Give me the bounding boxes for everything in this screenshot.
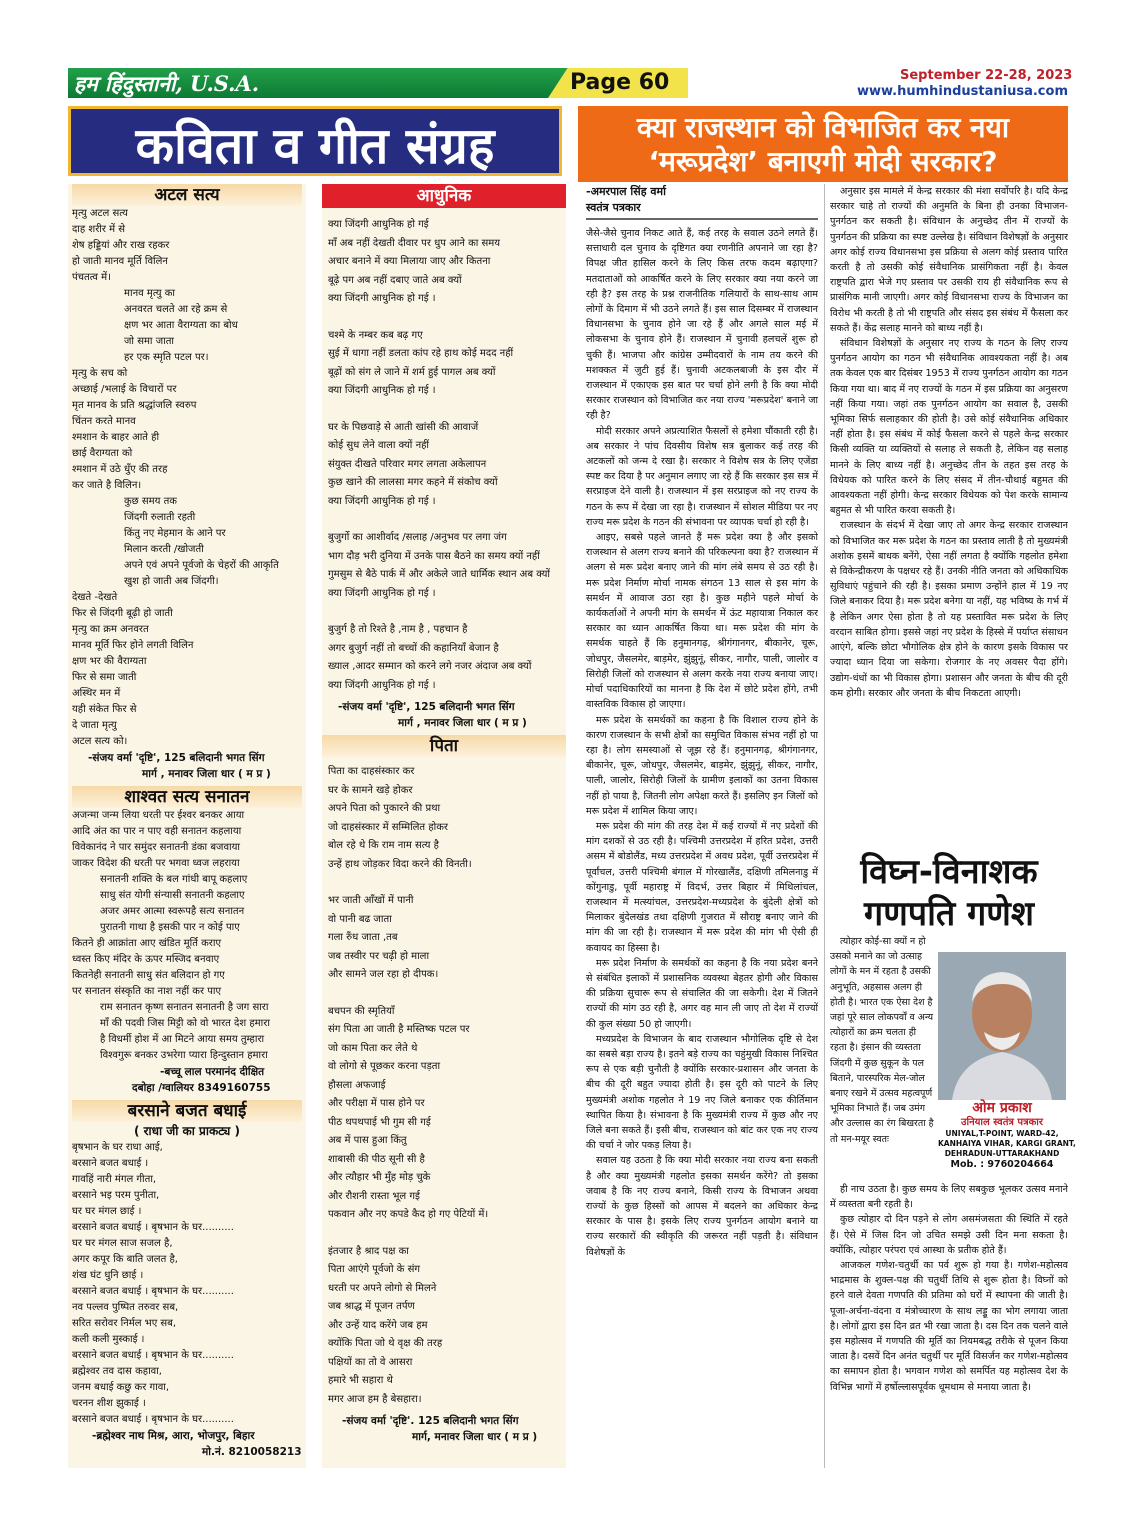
poem-shashwat-body <box>72 808 302 1064</box>
poem-line: पर सनातन संस्कृति का नाश नहीं कर पाए <box>72 986 222 997</box>
poem-line: अटल सत्य को। <box>72 736 128 747</box>
poem-line: क्षण भर की वैराग्यता <box>72 656 147 667</box>
poem-line: जब तस्वीर पर चढ़ी हो माला <box>328 950 430 962</box>
poem-line: अगर कपूर कि बाति जलत है, <box>72 1254 178 1265</box>
poem-pita-body <box>328 763 560 1409</box>
poem-line: गावहिं नारी मंगल गीता, <box>72 1174 157 1185</box>
author-role: उनियाल स्वतंत्र पत्रकार <box>961 1117 1043 1128</box>
poem-shashwat-signature-2: दबोहा /ग्वालियर 8349160755 <box>132 1082 271 1094</box>
poem-line: गला रुँध जाता ,तब <box>328 932 398 943</box>
poem-line: देखते -देखते <box>72 592 118 603</box>
poem-line: क्षण भर आता वैराग्यता का बोध <box>124 320 238 331</box>
poem-line: फिर से समा जाती <box>72 672 137 683</box>
poem-barsane-body <box>72 1140 302 1428</box>
poem-line: मगर आज हम है बेसहारा। <box>328 1393 422 1405</box>
poem-line: क्या जिंदगी आधुनिक हो गई । <box>328 587 436 599</box>
poem-line: और रौशनी रास्ता भूल गई <box>328 1190 420 1202</box>
article-column-2 <box>830 184 1068 848</box>
article-paragraph: मरू प्रदेश की मांग की तरह देश में कई राज्यों में नए प्रदेशों की मांग दशकों से उठ रही है। पश्चिमी उत्तरप्रदेश में हरित प्रदेश, उत्तरी असम में बोडोलैंड, मध्य उत्तरप्रदेश में अवध प्रदेश, पूर्वी उत्तरप्रदेश में पूर्वांचल, उत्तरी पश्चिमी बंगाल में गोरखालैंड, दक्षिणी तमिलनाडु में कोंगुनाडु, पूर्वी महाराष्ट्र में विदर्भ, उत्तर बिहार में मिथिलांचल, राजस्थान में मत्स्यांचल, उत्तरप्रदेश-मध्यप्रदेश के बुंदेली क्षेत्रों को मिलाकर बुंदेलखंड तथा दक्षिणी गुजरात में सौराष्ट्र बनाए जाने की मांग की जा रही है। राजस्थान में मरू प्रदेश की मांग भी ऐसी ही कवायद का हिस्सा है। <box>586 820 818 954</box>
poem-line: कोई सुध लेने वाला क्यों नहीं <box>328 440 430 451</box>
poem-pita-signature-2: मार्ग, मनावर जिला धार ( म प्र ) <box>412 1431 538 1443</box>
ganesh-lead-text <box>830 934 934 1147</box>
poem-line: मानव मूर्ति फिर होने लगती विलिन <box>72 640 194 651</box>
poem-line: दाह शरीर में से <box>72 224 126 235</box>
poem-line: कुछ खाने की लालसा मगर कहने में संकोच क्यों <box>328 477 498 488</box>
poem-line <box>328 874 560 892</box>
poem-line: जाकर विदेश की धरती पर भगवा ध्वज लहराया <box>72 858 240 869</box>
poem-line: बृषभान के घर राधा आई, <box>72 1142 163 1153</box>
poem-line: माँ अब नहीं देखती दीवार पर धुप आने का समय <box>328 237 501 249</box>
poem-line: भाग दौड़ भरी दुनिया में उनके पास बैठने का समय क्यों नहीं <box>328 550 540 562</box>
poem-line: फिर से जिंदगी बूढ़ी हो जाती <box>72 608 173 619</box>
poem-line: गुमसुम से बैठे पार्क में और अकेले जाते धार्मिक स्थान अब क्यों <box>328 569 550 580</box>
poem-line: मिलान करती /खोजती <box>124 544 204 555</box>
poem-line: बरसाने बजत बधाई । बृषभान के घर.......... <box>72 1222 234 1233</box>
poem-line: पीठ थपथपाई भी गुम सी गई <box>328 1116 431 1128</box>
poem-shashwat-signature: -बच्चू लाल परमानंद दीक्षित <box>160 1066 265 1078</box>
poem-column-2 <box>322 184 566 1468</box>
poem-line <box>328 511 560 529</box>
poem-line: अचार बनाने में क्या मिलाया जाए और कितना <box>328 256 491 267</box>
poem-line: उन्हें हाथ जोड़कर विदा करने की विनती। <box>328 858 472 870</box>
poem-line: बरसाने बजत बधाई । <box>72 1158 149 1169</box>
poem-line: बूढ़े पग अब नहीं दबाए जाते अब क्यों <box>328 274 462 286</box>
poem-line: है विधर्मी होश में आ मिटने आया समय तुम्हारा <box>100 1034 265 1045</box>
article-paragraph: संविधान विशेषज्ञों के अनुसार नए राज्य के गठन के लिए राज्य पुनर्गठन आयोग का गठन भी संवैधानिक आवश्यकता नहीं है। अब तक केवल एक बार दिसंबर 1953 में राज्य पुनर्गठन आयोग का गठन किया गया था। बाद में नए राज्यों के गठन में इस प्रक्रिया का अनुसरण नहीं किया गया। जहां तक पुनर्गठन आयोग का सवाल है, उसकी भूमिका सिर्फ सलाहकार की होती है। उसे कोई संवैधानिक अधिकार नहीं होता है। इस संबंध में कोई फैसला करने से पहले केन्द्र सरकार किसी व्यक्ति या व्यक्तियों से सलाह ले सकती है, लेकिन वह सलाह मानने के लिए बाध्य नहीं है। अनुच्छेद तीन के तहत इस तरह के विधेयक को पारित करने के लिए संसद में तीन-चौथाई बहुमत की आवश्यकता नहीं होगी। केन्द्र सरकार विधेयक को पेश करके सामान्य बहुमत से भी पारित करवा सकती है। <box>830 338 1068 517</box>
poem-line: मृत मानव के प्रति श्रद्धांजलि स्वरुप <box>72 400 197 411</box>
poem-line: बरसाने बजत बधाई । बृषभान के घर.......... <box>72 1286 234 1297</box>
poem-line: और उन्हें याद करेंगे जब हम <box>328 1319 428 1331</box>
author-portrait-icon <box>938 952 1066 1100</box>
poem-line: दे जाता मृत्यु <box>72 720 117 731</box>
poem-line: हो जाती मानव मूर्ति विलिन <box>72 256 168 267</box>
poem-line: हौसला अफजाई <box>328 1079 386 1091</box>
poem-title-pita: पिता <box>322 735 566 757</box>
poem-line: बूढ़ों को संग ले जाने में शर्म हुई पागल अब क्यों <box>328 366 496 378</box>
poem-line: अगर बुजुर्ग नहीं तो बच्चों की कहानियाँ बेजान है <box>328 642 499 654</box>
poem-line: किंतु नए मेहमान के आने पर <box>124 528 226 539</box>
column-divider <box>824 184 825 1468</box>
poem-line: चिंतन करते मानव <box>72 416 136 427</box>
issue-date: September 22-28, 2023 <box>900 68 1073 83</box>
poem-line: बरसाने बजत बधाई । बृषभान के घर.......... <box>72 1414 234 1425</box>
poem-line: वो लोगो से पूछकर करना पड़ता <box>328 1061 441 1072</box>
poem-line: राम सनातन कृष्ण सनातन सनातनी है जग सारा <box>100 1002 269 1013</box>
article-paragraph: कुछ त्योहार दो दिन पड़ने से लोग असमंजसता की स्थिति में रहते हैं। ऐसे में जिस दिन जो उचित समझे उसी दिन मना सकता है। क्योंकि, त्योहार परंपरा एवं आस्था के प्रतीक होते हैं। <box>830 1214 1068 1256</box>
author-name: ओम प्रकाश <box>972 1100 1032 1116</box>
poem-line: इंतजार है श्राद पक्ष का <box>328 1245 409 1257</box>
poem-line <box>328 603 560 621</box>
poem-line: बुजुर्ग है तो रिश्ते है ,नाम है , पहचान है <box>328 624 468 635</box>
poem-line: यही संकेत फिर से <box>72 704 137 715</box>
poem-line: घर के सामने खड़े होकर <box>328 784 413 796</box>
poem-line: मृत्यु अटल सत्य <box>72 208 128 219</box>
poem-line: शाबासी की पीठ सूनी सी है <box>328 1153 425 1165</box>
article-rule <box>586 218 818 220</box>
poem-title-adhunik: आधुनिक <box>322 184 566 208</box>
poem-line: पकवान और नए कपडे कैद हो गए पेटियों में। <box>328 1209 489 1220</box>
ganesh-lead-narrow: त्योहार कोई-सा क्यों न हो उसको मनाने का जो उत्साह लोगों के मन में रहता है उसकी अनुभूति, अहसास अलग ही होती है। भारत एक ऐसा देश है जहां पूरे साल लोकपर्वों व अन्य त्योहारों का क्रम चलता ही रहता है। इंसान की व्यस्तता जिंदगी में कुछ सुकून के पल बिताने, पारस्परिक मेल-जोल बनाए रखने में उत्सव महत्वपूर्ण भूमिका निभाते हैं। जब उमंग और उल्लास का रंग बिखरता है तो मन-मयूर स्वतः <box>830 936 934 1145</box>
poem-line: क्या जिंदगी आधुनिक हो गई । <box>328 679 436 691</box>
poem-line: घर घर मंगल छाई । <box>72 1206 142 1217</box>
poem-line: सनातनी शक्ति के बल गांधी बापू कहलाए <box>100 874 248 885</box>
article-paragraph: सवाल यह उठता है कि क्या मोदी सरकार नया राज्य बना सकती है और क्या मुख्यमंत्री गहलोत इसका समर्थन करेंगे? तो इसका जवाब है कि नए राज्य बनाने, किसी राज्य के विभाजन अथवा राज्यों के कुछ हिस्सों को आपस में बदलने का अधिकार केन्द्र सरकार के पास है। इसके लिए राज्य पुनर्गठन आयोग बनाने या राज्य सरकारों की स्वीकृति की जरूरत नहीं पड़ती है। संविधान विशेषज्ञों के <box>586 1155 818 1258</box>
poem-line: माँ की पदवी जिस मिट्टी को वो भारत देश हमारा <box>100 1018 270 1029</box>
poem-atal-signature-2: मार्ग , मनावर जिला धार ( म प्र ) <box>142 768 271 780</box>
website-link[interactable]: www.humhindustaniusa.com <box>856 84 1068 99</box>
poem-line <box>328 1225 560 1243</box>
poem-line: पुरातनी गाथा है इसकी पार न कोई पाए <box>100 922 240 933</box>
poem-line: बोल रहे थे कि राम नाम सत्य है <box>328 840 439 851</box>
author-address-1: UNIYAL,T-POINT, WARD-42, <box>945 1129 1059 1138</box>
poem-line: जो दाहसंस्कार में सम्मिलित होकर <box>328 821 448 833</box>
poem-line: नव पल्लव पुष्पित तरुवर सब, <box>72 1302 179 1313</box>
poem-line: ध्वस्त किए मंदिर के ऊपर मस्जिद बनवाए <box>72 954 220 965</box>
poem-line: कर जाते है विलिन। <box>72 480 142 491</box>
author-card <box>938 1100 1076 1171</box>
poem-line: छाई वैराग्यता को <box>72 448 133 459</box>
ganesh-title-2: गणपति गणेश <box>864 894 1034 934</box>
poem-line: अनवरत चलते आ रहे क्रम से <box>124 304 228 315</box>
poem-line: पंचतत्व में। <box>72 272 111 283</box>
poem-line: बचपन की स्मृतियाँ <box>328 1005 395 1017</box>
poem-line: अपने पिता को पुकारने की प्रथा <box>328 803 441 814</box>
poem-line: अपने एवं अपने पूर्वजो के चेहरों की आकृति <box>124 560 279 571</box>
poem-line: पिता का दाहसंस्कार कर <box>328 766 415 777</box>
poem-line: अजन्मा जन्म लिया धरती पर ईश्वर बनकर आया <box>72 810 245 821</box>
poem-line: भर जाती आँखों में पानी <box>328 895 414 906</box>
poem-line: चरनन शीश झुकाई । <box>72 1398 146 1409</box>
poem-line: घर के पिछवाड़े से आती खांसी की आवाजें <box>328 421 479 433</box>
poem-line: सुई में धागा नहीं डलता कांप रहे हाथ कोई मदद नहीं <box>328 348 514 359</box>
article-column-1 <box>586 226 818 1470</box>
page-number: Page 60 <box>570 70 670 95</box>
poem-line: श्मशान में उठे धुँए की तरह <box>72 464 168 475</box>
poem-line: और परीक्षा में पास होने पर <box>328 1098 425 1109</box>
poem-line: बरसाने बजत बधाई । बृषभान के घर.......... <box>72 1350 234 1361</box>
poem-barsane-signature: -ब्रह्मेश्वर नाथ मिश्र, आरा, भोजपुर, बिहार <box>92 1430 255 1442</box>
poem-line: चश्मे के नम्बर कब बढ़ गए <box>328 329 423 341</box>
poem-line: मृत्यु का क्रम अनवरत <box>72 624 149 635</box>
poem-pita-signature: -संजय वर्मा 'दृष्टि'. 125 बलिदानी भगत सिंग <box>342 1415 519 1427</box>
poem-line: और त्यौहार भी मुँह मोड़ चुके <box>328 1172 431 1183</box>
poem-line: क्या जिंदगी आधुनिक हो गई । <box>328 385 436 396</box>
poem-line <box>328 309 560 327</box>
article-paragraph: आजकल गणेश-चतुर्थी का पर्व शुरू हो गया है। गणेश-महोत्सव भाद्रमास के शुक्ल-पक्ष की चतुर्थी तिथि से शुरू होता है। विघ्नों को हरने वाले देवता गणपति की प्रतिमा को घरों में स्थापना की जाती है। पूजा-अर्चना-वंदना व मंत्रोच्चारण के साथ लड्डू का भोग लगाया जाता है। लोगों द्वारा इस दिन व्रत भी रखा जाता है। दस दिन तक चलने वाले इस महोत्सव में गणपति की मूर्ति का नियमबद्ध तरीके से पूजन किया जाता है। दसवें दिन अनंत चतुर्थी पर मूर्ति विसर्जन कर गणेश-महोत्सव का समापन होता है। भगवान गणेश को समर्पित यह महोत्सव देश के विभिन्न भागों में हर्षोल्लासपूर्वक धूमधाम से मनाया जाता है। <box>830 1260 1068 1393</box>
poem-line: वो पानी बढ जाता <box>328 913 392 925</box>
article-byline: -अमरपाल सिंह वर्मा <box>586 185 666 198</box>
poem-line: क्या जिंदगी आधुनिक हो गई <box>328 219 429 230</box>
masthead-brand: हम हिंदुस्तानी, U.S.A. <box>74 71 260 96</box>
poem-line: ब्रह्मेश्वर तव दास कहावा, <box>72 1366 162 1377</box>
poem-line: कुछ समय तक <box>124 496 177 507</box>
poem-line: साधु संत योगी संन्यासी सनातनी कहलाए <box>100 890 245 901</box>
poem-line: मृत्यु के सच को <box>72 368 128 379</box>
article-paragraph: मरू प्रदेश के समर्थकों का कहना है कि विशाल राज्य होने के कारण राजस्थान के सभी क्षेत्रों का समुचित विकास संभव नहीं हो पा रहा है। लोग समस्याओं से जूझ रहे हैं। हनुमानगढ़, श्रीगंगानगर, बीकानेर, चूरू, जोधपुर, जैसलमेर, बाड़मेर, झुंझुनूं, सीकर, नागौर, पाली, जालोर, सिरोही जिलों के ग्रामीण इलाकों का उतना विकास नहीं हो पाया है, जितनी लोग अपेक्षा करते हैं। इसलिए इन जिलों को मरू प्रदेश में शामिल किया जाए। <box>586 714 818 817</box>
poem-atal-signature: -संजय वर्मा 'दृष्टि', 125 बलिदानी भगत सिंग <box>88 752 265 764</box>
poem-line: अस्थिर मन में <box>72 688 121 699</box>
poem-title-atal: अटल सत्य <box>72 184 302 206</box>
poem-column-1 <box>68 184 306 1468</box>
poem-barsane-subtitle: ( राधा जी का प्राकट्य ) <box>133 1124 241 1138</box>
poem-adhunik-signature-2: मार्ग , मनावर जिला धार ( म प्र ) <box>398 717 527 729</box>
poem-line: क्योंकि पिता जो थे वृक्ष की तरह <box>328 1338 443 1349</box>
poem-line: हर एक स्मृति पटल पर। <box>124 352 209 363</box>
author-photo <box>938 952 1066 1100</box>
article-paragraph: जैसे-जैसे चुनाव निकट आते हैं, कई तरह के सवाल उठने लगते हैं। सत्ताधारी दल चुनाव के दृष्टिगत क्या रणनीति अपनाने जा रहा है? विपक्ष जीत हासिल करने के लिए किस तरफ कदम बढ़ाएगा? मतदाताओं को आकर्षित करने के लिए सरकार क्या नया करने जा रही है? इस तरह के प्रश्न राजनीतिक गलियारों के साथ-साथ आम लोगों के दिमाग में भी उठने लगते हैं। इस साल दिसम्बर में राजस्थान विधानसभा के चुनाव होने जा रहे हैं और अगले साल मई में लोकसभा के चुनाव होने हैं। राजस्थान में चुनावी हलचलें शुरू हो चुकी हैं। भाजपा और कांग्रेस उम्मीदवारों के नाम तय करने की मशक्कत में जुटी हुई हैं। चुनावी अटकलबाजी के इस दौर में राजस्थान में एकाएक इस बात पर चर्चा होने लगी है कि क्या मोदी सरकार राजस्थान को विभाजित कर नया राज्य 'मरूप्रदेश' बनाने जा रही है? <box>586 228 818 422</box>
poem-line: अजर अमर आत्मा स्वरूपहै सत्य सनातन <box>100 906 245 917</box>
poem-line: जिंदगी रुलाती रहती <box>124 512 196 523</box>
article-paragraph: आइए, सबसे पहले जानते हैं मरू प्रदेश क्या है और इसको राजस्थान से अलग राज्य बनाने की परिकल्पना क्या है? राजस्थान में अलग से मरू प्रदेश बनाए जाने की मांग लंबे समय से उठ रही है। मरू प्रदेश निर्माण मोर्चा नामक संगठन 13 साल से इस मांग के समर्थन में आवाज उठा रहा है। कुछ महीने पहले मोर्चा के कार्यकर्ताओं ने अपनी मांग के समर्थन में ऊंट महायात्रा निकाल कर सरकार का ध्यान आकर्षित किया था। मरू प्रदेश की मांग के समर्थक चाहते हैं कि हनुमानगढ़, श्रीगंगानगर, बीकानेर, चूरू, जोधपुर, जैसलमेर, बाड़मेर, झुंझुनूं, सीकर, नागौर, पाली, जालोर व सिरोही जिलों को राजस्थान से अलग करके नया राज्य बनाया जाए। मोर्चा पदाधिकारियों का मानना है कि देश में छोटे प्रदेश होंगे, तभी वास्तविक विकास हो जाएगा। <box>586 532 818 711</box>
poem-line: विवेकानंद ने पार समुंदर सनातनी डंका बजवाया <box>72 842 240 853</box>
poem-line: क्या जिंदगी आधुनिक हो गई । <box>328 293 436 304</box>
poem-line <box>328 401 560 419</box>
ganesh-body <box>830 1182 1068 1470</box>
poem-line: शंख घंट धुनि छाई । <box>72 1270 144 1281</box>
poem-line: कली कली मुस्काई । <box>72 1334 145 1345</box>
headline-line-2: ‘मरूप्रदेश’ बनाएगी मोदी सरकार? <box>648 145 998 178</box>
headline-line-1: क्या राजस्थान को विभाजित कर नया <box>636 111 1010 144</box>
poem-line: श्मशान के बाहर आते ही <box>72 432 160 443</box>
poem-line: संयुक्त दीखते परिवार मगर लगता अकेलापन <box>328 458 487 470</box>
poem-title-shashwat: शाश्वत सत्य सनातन <box>72 786 302 808</box>
poem-line: कितनेही सनातनी साधु संत बलिदान हो गए <box>72 970 225 981</box>
poem-line: जनम बधाई कछु कर गावा, <box>72 1382 170 1393</box>
poem-line: हमारे भी सहारा थे <box>328 1375 393 1386</box>
poem-line: कितने ही आक्रांता आए खंडित मूर्ति कराए <box>72 938 222 949</box>
poem-title-barsane: बरसाने बजत बधाई <box>72 1100 302 1122</box>
poem-adhunik-body <box>328 216 560 695</box>
poem-line: पिता आएंगे पूर्वजो के संग <box>328 1264 420 1275</box>
poem-line: जो समा जाता <box>124 336 174 347</box>
poem-line: अच्छाई /भलाई के विचारों पर <box>72 384 177 395</box>
ganesh-lead <box>830 934 934 1180</box>
article-byline-role: स्वतंत्र पत्रकार <box>586 201 641 214</box>
poem-line: बरसाने भइ परम पुनीता, <box>72 1190 160 1201</box>
poem-line: जो काम पिता कर लेते थे <box>328 1042 418 1054</box>
author-address-2: KANHAIYA VIHAR, KARGI GRANT, <box>938 1139 1076 1148</box>
poem-line <box>328 985 560 1003</box>
author-mobile: Mob. : 9760204664 <box>950 1159 1054 1170</box>
article-paragraph: मध्यप्रदेश के विभाजन के बाद राजस्थान भौगोलिक दृष्टि से देश का सबसे बड़ा राज्य है। इतने बड़े राज्य का चहुंमुखी विकास निश्चित रूप से एक बड़ी चुनौती है क्योंकि सरकार-प्रशासन और जनता के बीच की दूरी बहुत ज्यादा होती है। इस दूरी को पाटने के लिए मुख्यमंत्री अशोक गहलोत ने 19 नए जिले बनाकर एक कीर्तिमान स्थापित किया है। संभावना है कि मुख्यमंत्री राज्य में कुछ और नए जिले बना सकते हैं। इसी बीच, राजस्थान को बांट कर एक नए राज्य की चर्चा ने जोर पकड़ लिया है। <box>586 1033 818 1152</box>
poem-adhunik-signature: -संजय वर्मा 'दृष्टि', 125 बलिदानी भगत सिंग <box>338 701 515 713</box>
poem-line: आदि अंत का पार न पाए वही सनातन कहलाया <box>72 826 242 837</box>
poem-line: और सामने जल रहा हो दीपक। <box>328 969 439 980</box>
poem-line: संग पिता आ जाती है मस्तिष्क पटल पर <box>328 1024 470 1035</box>
poem-line: घर घर मंगल साज सजल है, <box>72 1238 173 1249</box>
poem-line: ख्याल ,आदर सम्मान को करने लगे नजर अंदाज अब क्यों <box>328 661 532 672</box>
poem-line: बुजुर्गो का आशीर्वाद /सलाह /अनुभव पर लगा जंग <box>328 532 507 543</box>
poem-line: धरती पर अपने लोगो से मिलने <box>328 1282 437 1294</box>
article-paragraph: मोदी सरकार अपने अप्रत्याशित फैसलों से हमेशा चौंकाती रही है। अब सरकार ने पांच दिवसीय विशेष सत्र बुलाकर कई तरह की अटकलों को जन्म दे रखा है। सरकार ने विशेष सत्र के लिए एजेंडा स्पष्ट कर दिया है पर अनुमान लगाए जा रहे हैं कि सरकार इस सत्र में सरप्राइज देने वाली है। राजस्थान में इस सरप्राइज को नए राज्य के गठन के रूप में देखा जा रहा है। राजस्थान में सोशल मीडिया पर नए राज्य मरू प्रदेश के गठन की संभावना पर व्यापक चर्चा हो रही है। <box>586 425 818 528</box>
section-banner-title: कविता व गीत संग्रह <box>135 117 495 175</box>
poem-line: पक्षियों का तो वे आसरा <box>328 1356 413 1368</box>
poem-barsane-signature-2: मो.नं. 8210058213 <box>202 1446 302 1458</box>
poem-line: सरित सरोवर निर्मल भए सब, <box>72 1318 177 1329</box>
poem-line: शेष हड्डियां और राख रहकर <box>72 240 170 251</box>
poem-line: खुश हो जाती अब जिंदगी। <box>124 576 219 587</box>
poem-line: विश्वगुरू बनकर उभरेगा प्यारा हिन्दुस्तान हमारा <box>100 1050 268 1061</box>
article-paragraph: राजस्थान के संदर्भ में देखा जाए तो अगर केन्द्र सरकार राजस्थान को विभाजित कर मरू प्रदेश के गठन का प्रस्ताव लाती है तो मुख्यमंत्री अशोक इसमें बाधक बनेंगे, ऐसा नहीं लगता है क्योंकि गहलोत हमेशा से विकेन्द्रीकरण के पक्षधर रहे हैं। उनकी नीति जनता को अधिकाधिक सुविधाएं पहुंचाने की रही है। इसका प्रमाण उन्होंने हाल में 19 नए जिले बनाकर दिया है। मरू प्रदेश बनेगा या नहीं, यह भविष्य के गर्भ में है लेकिन अगर ऐसा होता है तो यह प्रस्तावित मरू प्रदेश के लिए वरदान साबित होगा। इससे जहां नए प्रदेश के हिस्से में पर्याप्त संसाधन आएंगे, बल्कि छोटा भौगोलिक क्षेत्र होने के कारण इसके विकास पर ज्यादा ध्यान दिया जा सकेगा। रोजगार के नए अवसर पैदा होंगे। उद्योग-धंधों का भी विकास होगा। प्रशासन और जनता के बीच की दूरी कम होगी। सरकार और जनता के बीच निकटता आएगी। <box>830 520 1068 699</box>
poem-line: अब में पास हुआ किंतु <box>328 1135 407 1146</box>
ganesh-title-1: विघ्न-विनाशक <box>860 852 1038 892</box>
article-paragraph: अनुसार इस मामले में केन्द्र सरकार की मंशा सर्वोपरि है। यदि केन्द्र सरकार चाहे तो राज्यों की अनुमति के बिना ही उनका विभाजन-पुनर्गठन कर सकती है। संविधान के अनुच्छेद तीन में राज्यों के पुनर्गठन की प्रक्रिया का स्पष्ट उल्लेख है। संविधान विशेषज्ञों के अनुसार अगर कोई राज्य विधानसभा इस प्रक्रिया से अलग कोई प्रस्ताव पारित करती है तो उसकी कोई संवैधानिक प्रासंगिकता नहीं है। केवल राष्ट्रपति द्वारा भेजे गए प्रस्ताव पर उसकी राय ही संवैधानिक रूप से प्रासंगिक मानी जाएगी। अगर कोई विधानसभा राज्य के विभाजन का विरोध भी करती है तो भी राष्ट्रपति और संसद इस संबंध में फैसला कर सकते हैं। केंद्र सलाह मानने को बाध्य नहीं है। <box>830 186 1068 334</box>
author-address-3: DEHRADUN-UTTARAKHAND <box>944 1149 1060 1158</box>
poem-line: जब श्राद्ध में पूजन तर्पण <box>328 1301 415 1312</box>
article-paragraph: मरू प्रदेश निर्माण के समर्थकों का कहना है कि नया प्रदेश बनने से संबंधित इलाकों में प्रशासनिक व्यवस्था बेहतर होगी और विकास की प्रक्रिया सुचारू रूप से संचालित की जा सकेगी। देश में जितने राज्यों की मांग उठ रही है, अगर वह मान ली जाए तो देश में राज्यों की कुल संख्या 50 हो जाएगी। <box>586 957 818 1030</box>
article-paragraph: ही नाच उठता है। कुछ समय के लिए सबकुछ भूलकर उत्सव मनाने में व्यस्तता बनी रहती है। <box>830 1184 1068 1211</box>
poem-line: क्या जिंदगी आधुनिक हो गई । <box>328 495 436 507</box>
poem-line: मानव मृत्यु का <box>124 288 175 299</box>
poem-atal-body <box>72 206 302 750</box>
